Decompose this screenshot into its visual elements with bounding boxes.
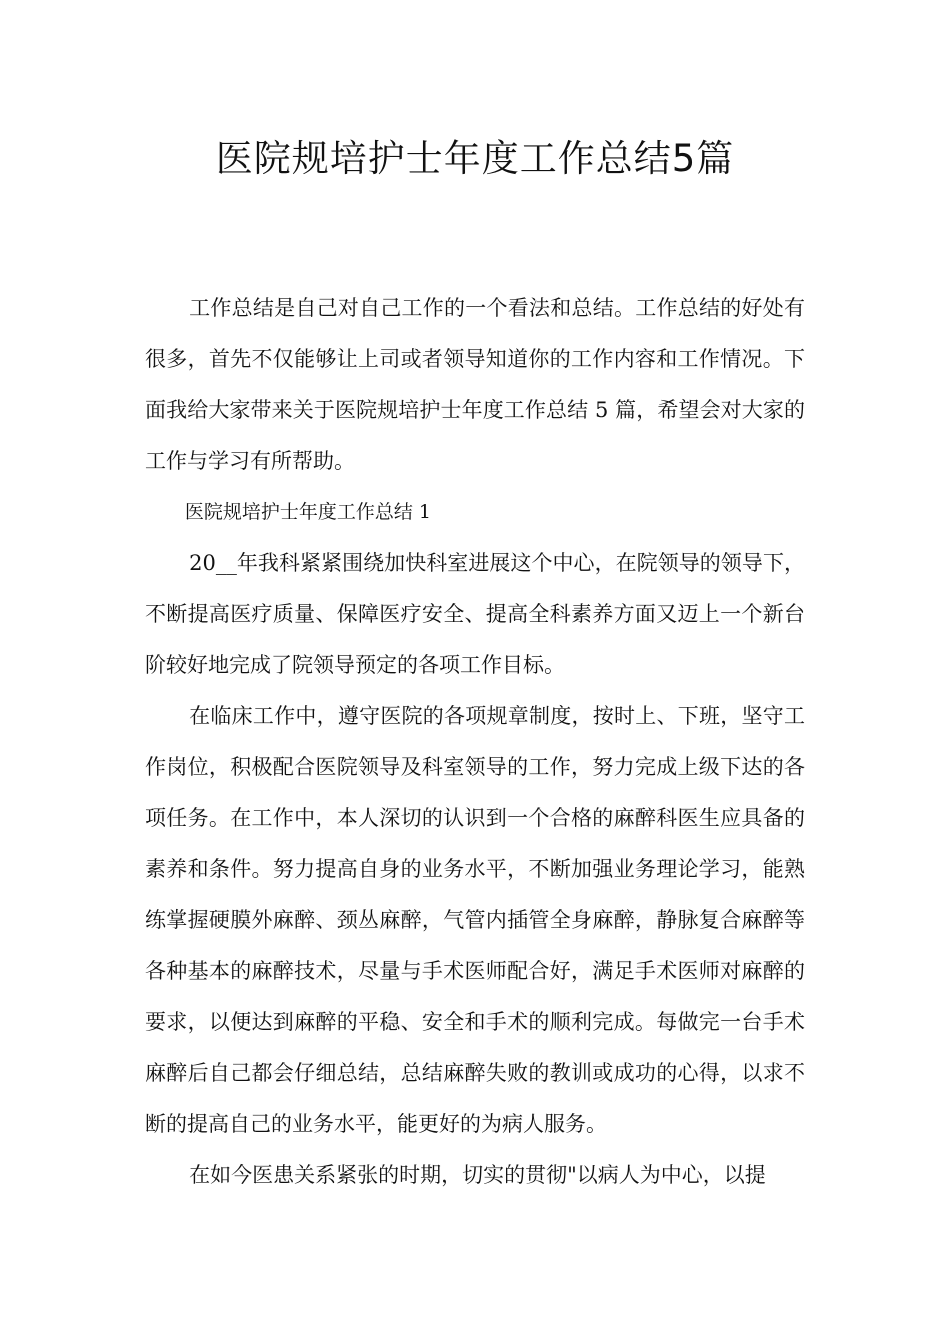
body-paragraph: 在如今医患关系紧张的时期，切实的贯彻"以病人为中心，以提 <box>189 1163 766 1187</box>
intro-paragraph: 工作总结是自己对自己工作的一个看法和总结。工作总结的好处有很多，首先不仅能够让上司或者领导知道你的工作内容和工作情况。下面我给大家带来关于医院规培护士年度工作总结 5 篇，希望会对大家的工作与学习有所帮助。 <box>145 296 805 473</box>
section-heading: 医院规培护士年度工作总结 1 <box>184 501 432 523</box>
body-paragraph: 在临床工作中，遵守医院的各项规章制度，按时上、下班，坚守工作岗位，积极配合医院领导及科室领导的工作，努力完成上级下达的各项任务。在工作中，本人深切的认识到一个合格的麻醉科医生应具备的素养和条件。努力提高自身的业务水平，不断加强业务理论学习，能熟练掌握硬膜外麻醉、颈丛麻醉，气管内插管全身麻醉，静脉复合麻醉等各种基本的麻醉技术，尽量与手术医师配合好，满足手术医师对麻醉的要求，以便达到麻醉的平稳、安全和手术的顺利完成。每做完一台手术麻醉后自己都会仔细总结，总结麻醉失败的教训或成功的心得，以求不断的提高自己的业务水平，能更好的为病人服务。 <box>145 704 805 1136</box>
body-paragraph: 20__年我科紧紧围绕加快科室进展这个中心，在院领导的领导下，不断提高医疗质量、保障医疗安全、提高全科素养方面又迈上一个新台阶较好地完成了院领导预定的各项工作目标。 <box>145 551 805 677</box>
document-body <box>145 283 805 1201</box>
document-title: 医院规培护士年度工作总结5篇 <box>215 137 735 180</box>
